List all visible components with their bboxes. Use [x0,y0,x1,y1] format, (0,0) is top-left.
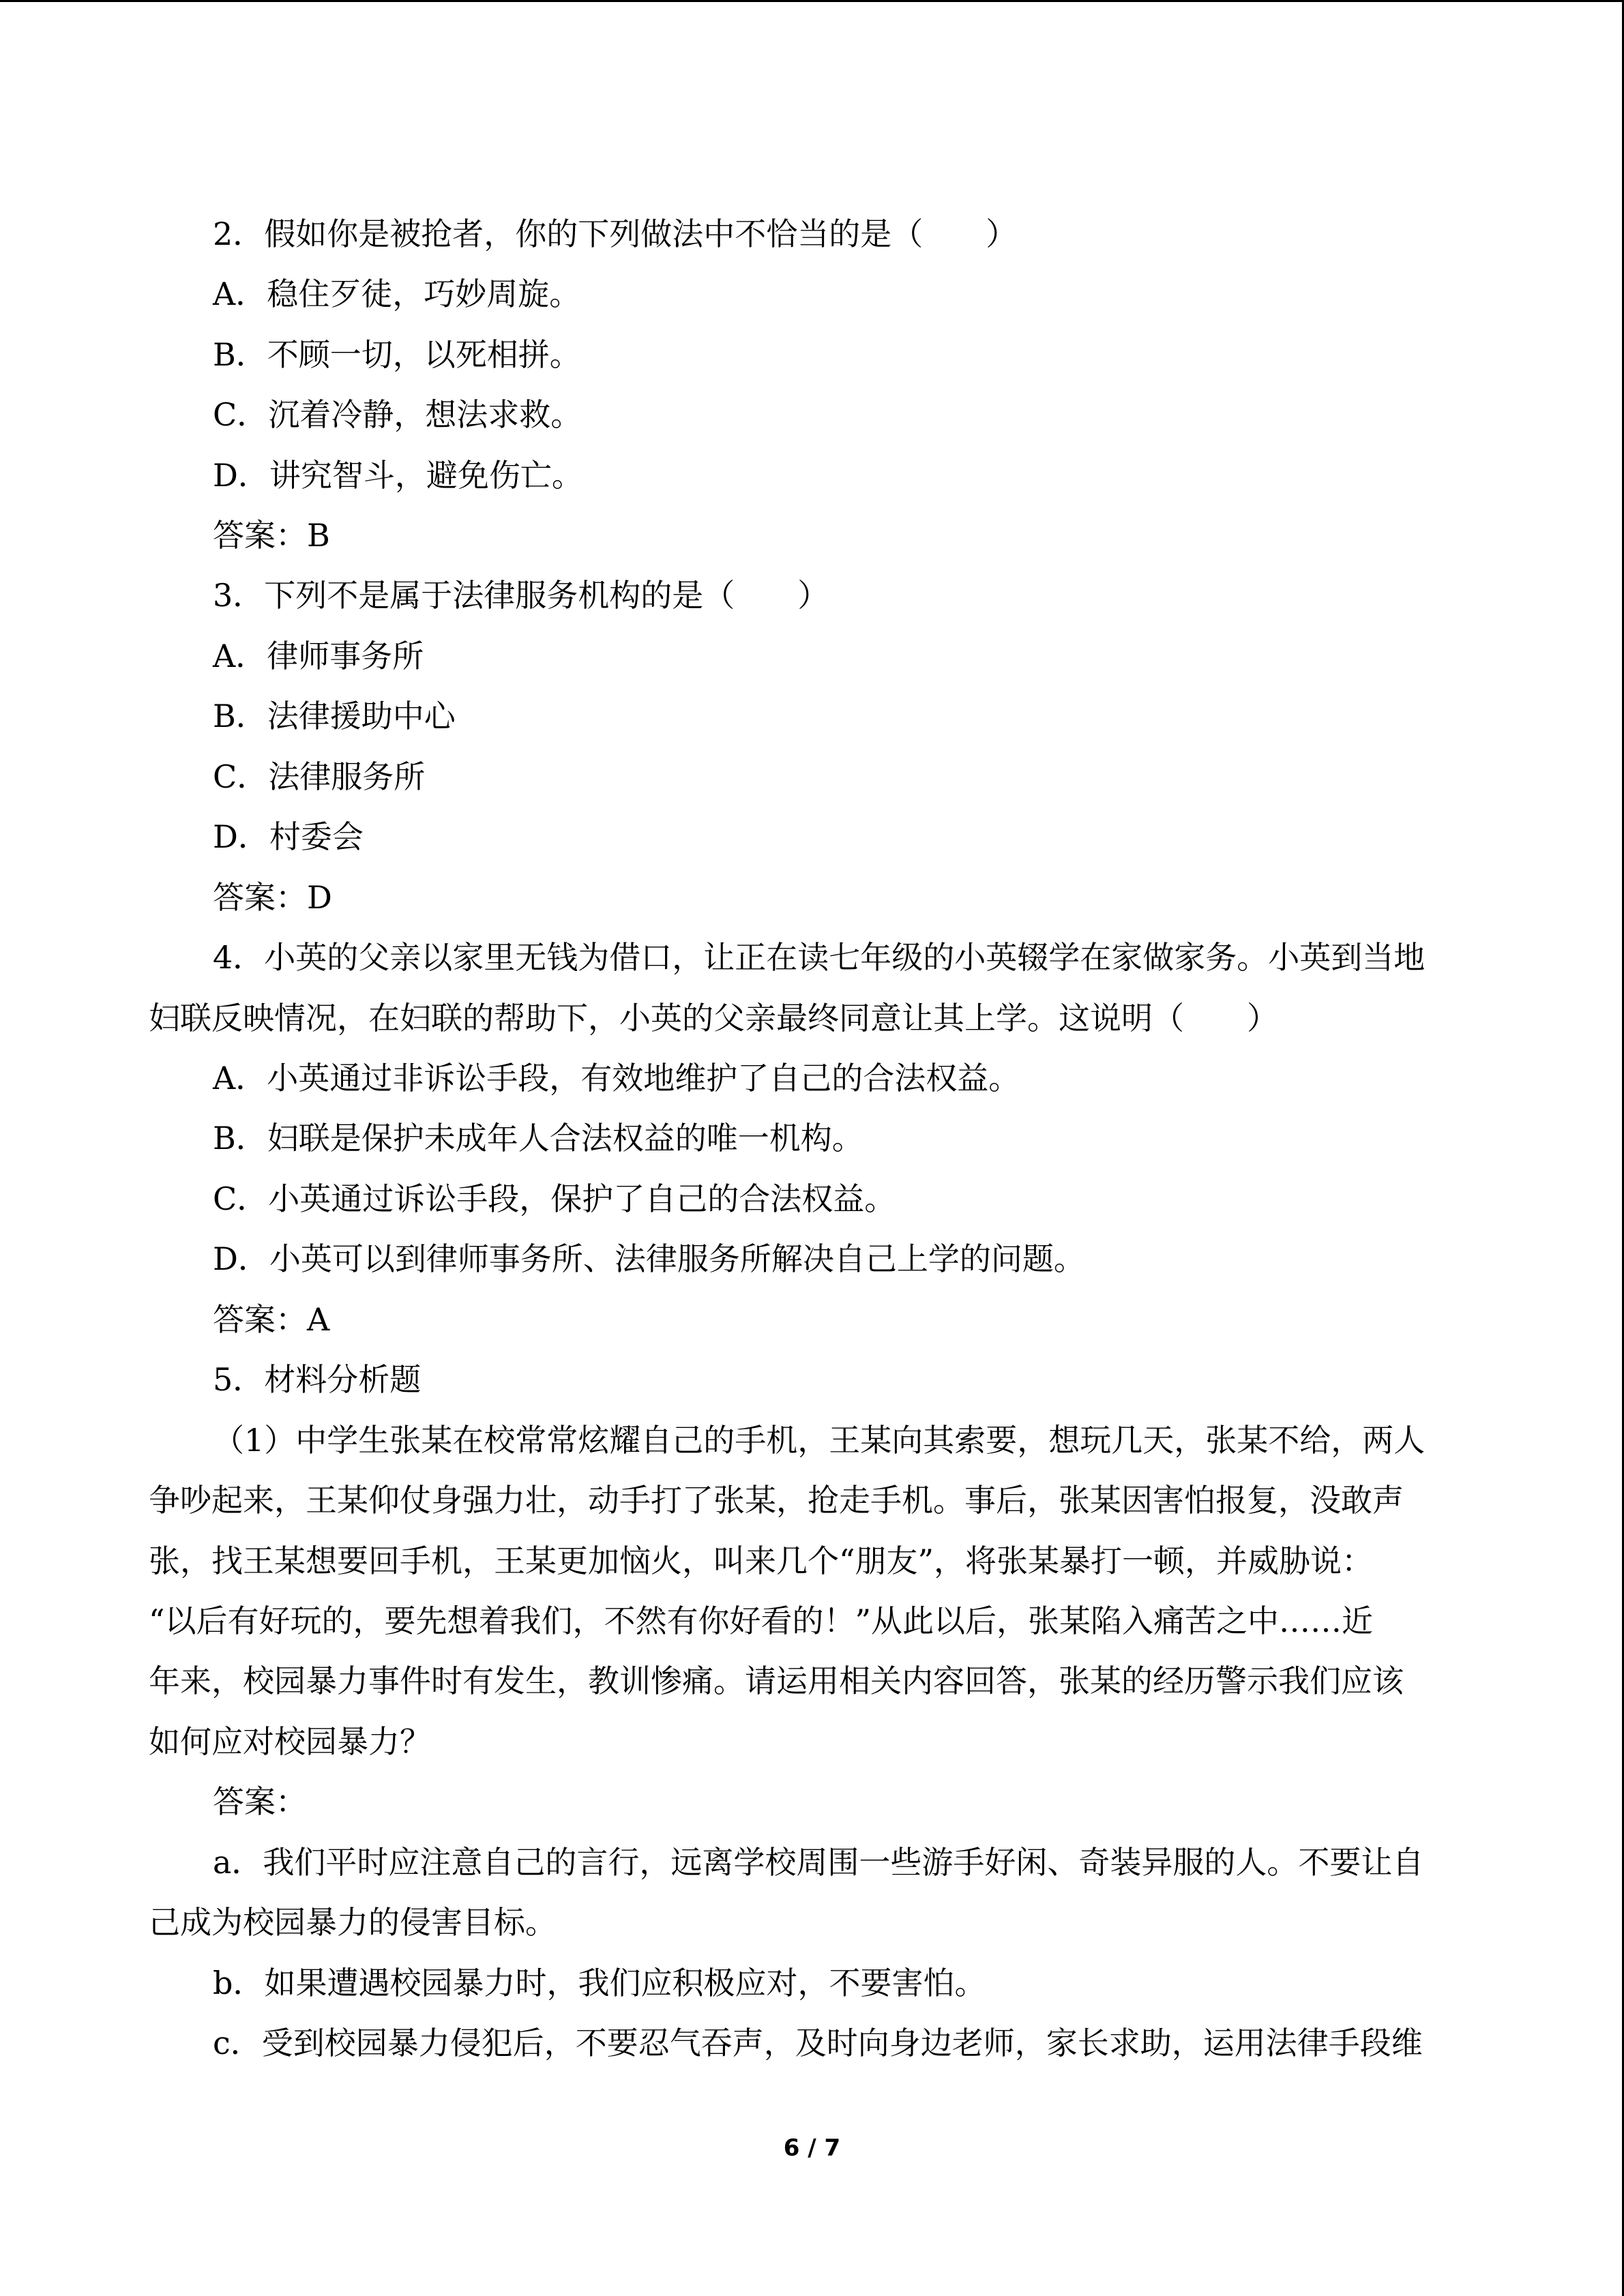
question-5-answer-b: b．如果遭遇校园暴力时，我们应积极应对，不要害怕。 [213,1965,986,2001]
question-5-answer-a-line-2: 己成为校园暴力的侵害目标。 [149,1904,557,1941]
question-2-option-b: B．不顾一切，以死相拼。 [213,336,581,373]
question-5-passage-line-2: 争吵起来，王某仰仗身强力壮，动手打了张某，抢走手机。事后，张某因害怕报复，没敢声 [149,1482,1404,1519]
question-5-passage-line-5: 年来，校园暴力事件时有发生，教训惨痛。请运用相关内容回答，张某的经历警示我们应该 [149,1663,1404,1699]
page-top-border [0,0,1624,2]
question-4-option-a: A．小英通过非诉讼手段，有效地维护了自己的合法权益。 [213,1060,1020,1097]
question-5-answer-label: 答案： [213,1783,307,1820]
question-5-title: 5．材料分析题 [213,1361,422,1398]
question-3-option-d: D．村委会 [213,818,364,855]
question-5-answer-c: c．受到校园暴力侵犯后，不要忍气吞声，及时向身边老师，家长求助，运用法律手段维 [213,2025,1423,2061]
page-number: 6 / 7 [783,2134,841,2162]
question-3-option-b: B．法律援助中心 [213,698,456,734]
question-4-option-b: B．妇联是保护未成年人合法权益的唯一机构。 [213,1120,863,1157]
question-4-option-c: C．小英通过诉讼手段，保护了自己的合法权益。 [213,1180,896,1217]
question-3-option-a: A．律师事务所 [213,638,424,674]
question-3-option-c: C．法律服务所 [213,758,426,795]
question-2-answer: 答案：B [213,517,330,554]
question-2-option-c: C．沉着冷静，想法求救。 [213,396,582,433]
question-5-passage-line-4: “以后有好玩的，要先想着我们，不然有你好看的！”从此以后，张某陷入痛苦之中……近 [149,1602,1374,1639]
question-2-option-a: A．稳住歹徒，巧妙周旋。 [213,275,581,312]
question-4-answer: 答案：A [213,1301,330,1338]
question-5-passage-line-1: （1）中学生张某在校常常炫耀自己的手机，王某向其索要，想玩几天，张某不给，两人 [213,1422,1426,1459]
question-5-passage-line-6: 如何应对校园暴力？ [149,1723,431,1760]
question-2-stem: 2．假如你是被抢者，你的下列做法中不恰当的是（ ） [213,215,1018,252]
question-3-answer: 答案：D [213,879,332,916]
question-3-stem: 3．下列不是属于法律服务机构的是（ ） [213,577,829,614]
question-4-option-d: D．小英可以到律师事务所、法律服务所解决自己上学的问题。 [213,1240,1085,1277]
question-4-stem-line-1: 4．小英的父亲以家里无钱为借口，让正在读七年级的小英辍学在家做家务。小英到当地 [213,939,1426,976]
question-5-answer-a-line-1: a．我们平时应注意自己的言行，远离学校周围一些游手好闲、奇装异服的人。不要让自 [213,1844,1424,1881]
question-4-stem-line-2: 妇联反映情况，在妇联的帮助下，小英的父亲最终同意让其上学。这说明（ ） [149,1000,1278,1037]
question-5-passage-line-3: 张，找王某想要回手机，王某更加恼火，叫来几个“朋友”，将张某暴打一顿，并威胁说： [149,1542,1374,1579]
question-2-option-d: D．讲究智斗，避免伤亡。 [213,457,583,494]
